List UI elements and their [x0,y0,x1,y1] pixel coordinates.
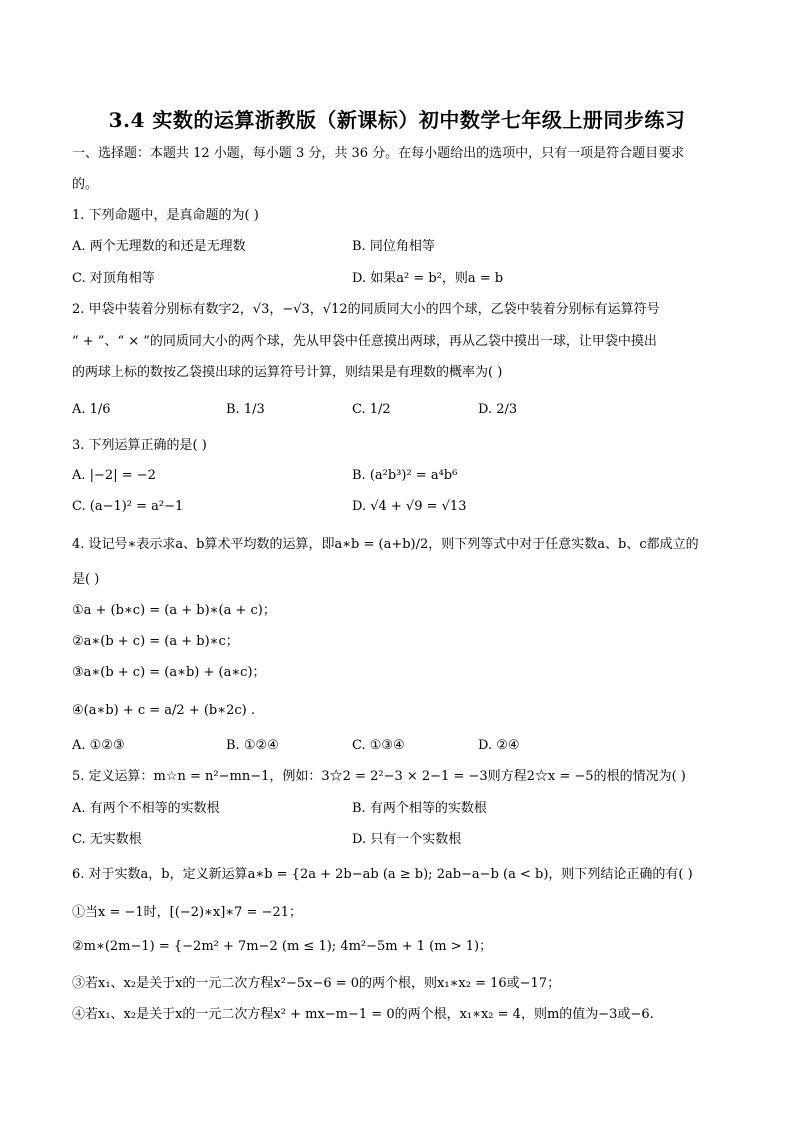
q1-option-d[interactable]: D. 如果a² = b²，则a = b [352,271,504,286]
q5-option-c[interactable]: C. 无实数根 [72,832,142,847]
q5-stem: 5. 定义运算：m☆n = n²−mn−1，例如：3☆2 = 2²−3 × 2−1 = −3则方程2☆x = −5的根的情况为( ) [72,769,686,784]
q4-stem-line2: 是( ) [72,572,100,587]
q4-stem-line1: 4. 设记号∗表示求a、b算术平均数的运算，即a∗b = (a+b)/2，则下列等式中对于任意实数a、b、c都成立的 [72,537,699,552]
q6-statement-2: ②m∗(2m−1) = {−2m² + 7m−2 (m ≤ 1); 4m²−5m + 1 (m > 1)； [72,939,493,954]
q4-option-d[interactable]: D. ②④ [478,738,520,753]
section-heading-line2: 的。 [72,177,99,192]
q3-option-c[interactable]: C. (a−1)² = a²−1 [72,499,184,514]
q1-option-c[interactable]: C. 对顶角相等 [72,271,155,286]
q4-statement-4: ④(a∗b) + c = a/2 + (b∗2c) . [72,703,255,718]
q4-option-c[interactable]: C. ①③④ [352,738,405,753]
q3-option-a[interactable]: A. |−2| = −2 [72,468,156,483]
q1-stem: 1. 下列命题中，是真命题的为( ) [72,208,259,223]
q6-statement-4: ④若x₁、x₂是关于x的一元二次方程x² + mx−m−1 = 0的两个根，x₁∗x₂ = 4，则m的值为−3或−6. [72,1007,654,1022]
q2-option-d[interactable]: D. 2/3 [478,402,518,417]
q6-statement-3: ③若x₁、x₂是关于x的一元二次方程x²−5x−6 = 0的两个根，则x₁∗x₂ = 16或−17； [72,976,561,991]
q2-stem-line2: “ + ”、“ × ”的同质同大小的两个球，先从甲袋中任意摸出两球，再从乙袋中摸出一球，让甲袋中摸出 [72,334,657,349]
section-heading-line1: 一、选择题：本题共 12 小题，每小题 3 分，共 36 分。在每小题给出的选项中，只有一项是符合题目要求 [72,146,685,161]
q4-option-b[interactable]: B. ①②④ [226,738,279,753]
q1-option-a[interactable]: A. 两个无理数的和还是无理数 [72,239,246,254]
q2-stem-line3: 的两球上标的数按乙袋摸出球的运算符号计算，则结果是有理数的概率为( ) [72,365,503,380]
q2-option-b[interactable]: B. 1/3 [226,402,265,417]
q4-statement-1: ①a + (b∗c) = (a + b)∗(a + c)； [72,603,276,618]
q6-statement-1: ①当x = −1时，[(−2)∗x]∗7 = −21； [72,905,302,920]
q4-statement-3: ③a∗(b + c) = (a∗b) + (a∗c)； [72,665,266,680]
q3-stem: 3. 下列运算正确的是( ) [72,438,207,453]
q3-option-b[interactable]: B. (a²b³)² = a⁴b⁶ [352,468,458,483]
q6-stem: 6. 对于实数a，b，定义新运算a∗b = {2a + 2b−ab (a ≥ b); 2ab−a−b (a < b)，则下列结论正确的有( ) [72,867,693,882]
q2-option-a[interactable]: A. 1/6 [72,402,111,417]
q5-option-d[interactable]: D. 只有一个实数根 [352,832,462,847]
page-title: 3.4 实数的运算浙教版（新课标）初中数学七年级上册同步练习 [108,108,686,132]
q4-option-a[interactable]: A. ①②③ [72,738,125,753]
q5-option-b[interactable]: B. 有两个相等的实数根 [352,801,487,816]
q1-option-b[interactable]: B. 同位角相等 [352,239,435,254]
q3-option-d[interactable]: D. √4 + √9 = √13 [352,499,467,514]
q2-stem-line1: 2. 甲袋中装着分别标有数字2，√3，−√3，√12的同质同大小的四个球，乙袋中装着分别标有运算符号 [72,302,660,317]
q2-option-c[interactable]: C. 1/2 [352,402,391,417]
q5-option-a[interactable]: A. 有两个不相等的实数根 [72,801,220,816]
q4-statement-2: ②a∗(b + c) = (a + b)∗c； [72,634,239,649]
